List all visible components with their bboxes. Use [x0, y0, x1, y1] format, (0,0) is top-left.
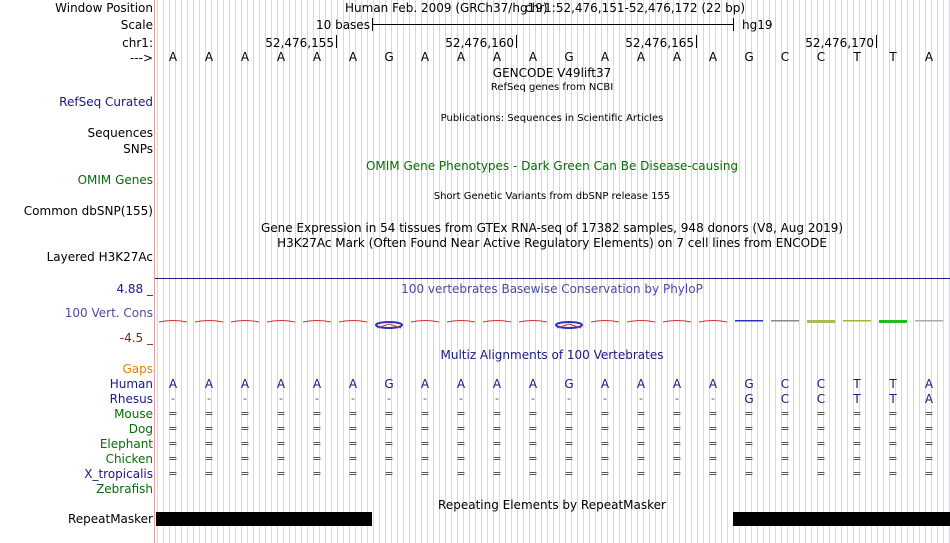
alignment-base: -	[351, 392, 355, 405]
alignment-base: -	[459, 392, 463, 405]
refseq-curated-label[interactable]: RefSeq Curated	[59, 95, 153, 109]
base-letter: G	[384, 50, 394, 64]
alignment-base: G	[744, 377, 754, 391]
alignment-base: =	[852, 467, 862, 480]
alignment-base: =	[708, 407, 718, 420]
cons-mark	[591, 321, 619, 323]
alignment-base: =	[456, 407, 466, 420]
alignment-base: =	[600, 422, 610, 435]
alignment-base: =	[852, 437, 862, 450]
common-dbsnp-label[interactable]: Common dbSNP(155)	[23, 204, 153, 218]
phylop-track-title[interactable]: 100 vertebrates Basewise Conservation by PhyloP	[401, 282, 703, 296]
alignment-base: =	[168, 467, 178, 480]
alignment-base: =	[528, 407, 538, 420]
cons-mark	[915, 320, 943, 322]
alignment-base: =	[708, 452, 718, 465]
alignment-base: =	[600, 467, 610, 480]
alignment-base: A	[204, 377, 214, 391]
species-label: Elephant	[99, 437, 153, 451]
alignment-base: =	[636, 422, 646, 435]
species-label: Mouse	[114, 407, 153, 421]
alignment-base: A	[492, 377, 502, 391]
dbsnp-track-title[interactable]: Short Genetic Variants from dbSNP release 155	[433, 191, 671, 202]
alignment-base: A	[708, 377, 718, 391]
alignment-base: =	[672, 422, 682, 435]
h3k27ac-track-title[interactable]: H3K27Ac Mark (Often Found Near Active Regulatory Elements) on 7 cell lines from ENCODE	[277, 236, 827, 250]
cons-mark	[807, 320, 835, 323]
alignment-base: =	[312, 467, 322, 480]
alignment-base: =	[384, 452, 394, 465]
scale-label: Scale	[120, 18, 153, 32]
gencode-track-title[interactable]: GENCODE V49lift37	[492, 66, 612, 80]
cons-mark	[159, 321, 187, 323]
alignment-base: =	[240, 452, 250, 465]
alignment-base: A	[600, 377, 610, 391]
assembly-name: Human Feb. 2009 (GRCh37/hg19)	[345, 1, 548, 15]
alignment-base: =	[168, 422, 178, 435]
refseq-track-title[interactable]: RefSeq genes from NCBI	[490, 82, 614, 93]
alignment-base: =	[672, 452, 682, 465]
omim-track-title[interactable]: OMIM Gene Phenotypes - Dark Green Can Be Disease-causing	[365, 159, 739, 173]
alignment-base: A	[168, 377, 178, 391]
cons-mark	[879, 320, 907, 323]
alignment-base: =	[924, 407, 934, 420]
base-letter: A	[492, 50, 502, 64]
alignment-base: C	[816, 392, 826, 406]
alignment-base: =	[240, 467, 250, 480]
alignment-base: =	[888, 437, 898, 450]
alignment-base: =	[276, 452, 286, 465]
alignment-base: =	[600, 437, 610, 450]
alignment-base: =	[780, 437, 790, 450]
alignment-base: =	[168, 407, 178, 420]
alignment-base: =	[600, 407, 610, 420]
alignment-base: =	[816, 467, 826, 480]
coord-label: 52,476,170	[805, 36, 874, 50]
alignment-base: =	[564, 407, 574, 420]
alignment-base: =	[276, 437, 286, 450]
alignment-base: =	[564, 437, 574, 450]
alignment-base: -	[495, 392, 499, 405]
cons-100-vert-label[interactable]: 100 Vert. Cons	[64, 306, 153, 320]
alignment-base: =	[348, 452, 358, 465]
alignment-base: =	[420, 407, 430, 420]
alignment-base: =	[384, 422, 394, 435]
cons-mark	[339, 321, 367, 323]
alignment-base: =	[672, 407, 682, 420]
alignment-base: -	[711, 392, 715, 405]
alignment-base: =	[528, 452, 538, 465]
alignment-base: =	[528, 467, 538, 480]
alignment-base: =	[240, 407, 250, 420]
alignment-base: =	[780, 452, 790, 465]
base-letter: G	[564, 50, 574, 64]
alignment-base: =	[384, 467, 394, 480]
alignment-base: A	[276, 377, 286, 391]
base-letter: A	[276, 50, 286, 64]
alignment-base: -	[315, 392, 319, 405]
alignment-base: =	[204, 437, 214, 450]
cons-mark	[447, 321, 475, 323]
alignment-base: -	[279, 392, 283, 405]
alignment-base: =	[816, 437, 826, 450]
db-label: hg19	[742, 18, 773, 32]
coord-label: 52,476,165	[625, 36, 694, 50]
alignment-base: =	[636, 407, 646, 420]
alignment-base: =	[852, 407, 862, 420]
alignment-base: A	[312, 377, 322, 391]
alignment-base: =	[600, 452, 610, 465]
alignment-base: -	[567, 392, 571, 405]
alignment-base: =	[240, 437, 250, 450]
repeat-element-block[interactable]	[733, 512, 950, 526]
alignment-base: -	[423, 392, 427, 405]
base-letter: A	[924, 50, 934, 64]
publications-track-title[interactable]: Publications: Sequences in Scientific Articles	[440, 113, 664, 124]
alignment-base: =	[780, 422, 790, 435]
window-position-label: Window Position	[55, 1, 153, 15]
cons-mark	[843, 320, 871, 322]
alignment-base: =	[204, 407, 214, 420]
alignment-base: T	[853, 392, 861, 406]
alignment-base: A	[528, 377, 538, 391]
alignment-base: A	[672, 377, 682, 391]
alignment-base: A	[240, 377, 250, 391]
scale-text: 10 bases	[316, 18, 370, 32]
alignment-base: -	[675, 392, 679, 405]
base-letter: A	[708, 50, 718, 64]
base-letter: A	[168, 50, 178, 64]
multiz-track-title[interactable]: Multiz Alignments of 100 Vertebrates	[440, 348, 664, 362]
alignment-base: =	[420, 422, 430, 435]
cons-mark	[303, 321, 331, 323]
coord-label: 52,476,155	[265, 36, 334, 50]
alignment-base: =	[564, 467, 574, 480]
alignment-base: G	[384, 377, 394, 391]
alignment-base: =	[744, 452, 754, 465]
alignment-base: =	[312, 452, 322, 465]
cons-min-label: -4.5 _	[119, 331, 153, 345]
alignment-base: =	[492, 407, 502, 420]
alignment-base: T	[889, 377, 897, 391]
alignment-base: =	[312, 437, 322, 450]
cons-mark	[195, 321, 223, 323]
alignment-base: G	[564, 377, 574, 391]
alignment-base: =	[852, 452, 862, 465]
alignment-base: A	[636, 377, 646, 391]
alignment-base: =	[204, 467, 214, 480]
repeatmasker-track-title[interactable]: Repeating Elements by RepeatMasker	[438, 498, 666, 512]
alignment-base: A	[456, 377, 466, 391]
cons-mark	[411, 321, 439, 323]
gtex-track-title[interactable]: Gene Expression in 54 tissues from GTEx RNA-seq of 17382 samples, 948 donors (V8, Aug 2019)	[260, 221, 844, 235]
alignment-base: =	[420, 437, 430, 450]
base-letter: C	[816, 50, 826, 64]
alignment-base: =	[672, 437, 682, 450]
alignment-base: =	[780, 407, 790, 420]
base-letter: T	[889, 50, 897, 64]
alignment-base: =	[924, 422, 934, 435]
alignment-base: =	[636, 452, 646, 465]
alignment-base: =	[780, 467, 790, 480]
cons-mark	[483, 321, 511, 323]
alignment-base: -	[387, 392, 391, 405]
alignment-base: -	[207, 392, 211, 405]
cons-mark	[267, 321, 295, 323]
alignment-base: -	[171, 392, 175, 405]
alignment-base: =	[564, 452, 574, 465]
alignment-base: =	[384, 407, 394, 420]
base-letter: A	[312, 50, 322, 64]
alignment-base: -	[531, 392, 535, 405]
base-letter: A	[672, 50, 682, 64]
alignment-base: =	[708, 437, 718, 450]
alignment-base: =	[168, 437, 178, 450]
alignment-base: =	[384, 437, 394, 450]
cons-mark	[663, 321, 691, 323]
alignment-base: -	[243, 392, 247, 405]
species-label: Human	[109, 377, 153, 391]
alignment-base: =	[636, 437, 646, 450]
alignment-base: G	[744, 392, 754, 406]
alignment-base: =	[240, 422, 250, 435]
base-letter: A	[456, 50, 466, 64]
species-label: Chicken	[105, 452, 153, 466]
alignment-base: =	[744, 467, 754, 480]
sequences-label[interactable]: Sequences	[87, 126, 153, 140]
alignment-base: =	[456, 437, 466, 450]
alignment-base: =	[276, 467, 286, 480]
alignment-base: =	[312, 422, 322, 435]
alignment-base: =	[348, 467, 358, 480]
cons-mark	[699, 321, 727, 323]
window-position: chr1:52,476,151-52,476,172 (22 bp)	[525, 1, 746, 15]
alignment-base: =	[816, 422, 826, 435]
chrom-label: chr1:	[122, 36, 153, 50]
repeatmasker-label[interactable]: RepeatMasker	[67, 512, 153, 526]
alignment-base: =	[492, 422, 502, 435]
base-letter: A	[528, 50, 538, 64]
alignment-base: C	[816, 377, 826, 391]
alignment-base: =	[312, 407, 322, 420]
species-label: Zebrafish	[96, 482, 153, 496]
alignment-base: =	[636, 467, 646, 480]
alignment-base: =	[492, 452, 502, 465]
alignment-base: =	[888, 422, 898, 435]
alignment-base: =	[924, 452, 934, 465]
alignment-base: =	[456, 422, 466, 435]
alignment-base: =	[528, 437, 538, 450]
species-label: Dog	[128, 422, 153, 436]
alignment-base: =	[528, 422, 538, 435]
base-letter: A	[636, 50, 646, 64]
alignment-base: =	[276, 422, 286, 435]
alignment-base: =	[348, 437, 358, 450]
repeat-element-block[interactable]	[156, 512, 372, 526]
alignment-base: T	[853, 377, 861, 391]
cons-mark	[231, 321, 259, 323]
alignment-base: =	[888, 407, 898, 420]
alignment-base: =	[168, 452, 178, 465]
alignment-base: =	[744, 422, 754, 435]
omim-genes-label[interactable]: OMIM Genes	[77, 173, 153, 187]
alignment-base: =	[204, 452, 214, 465]
species-label: X_tropicalis	[84, 467, 153, 481]
base-letter: A	[204, 50, 214, 64]
alignment-base: =	[564, 422, 574, 435]
alignment-base: =	[852, 422, 862, 435]
base-letter: G	[744, 50, 754, 64]
alignment-base: =	[492, 467, 502, 480]
alignment-base: =	[888, 467, 898, 480]
alignment-base: =	[492, 437, 502, 450]
alignment-base: =	[204, 422, 214, 435]
alignment-base: T	[889, 392, 897, 406]
alignment-base: =	[420, 452, 430, 465]
snps-label[interactable]: SNPs	[123, 142, 153, 156]
cons-mark	[735, 320, 763, 322]
strand-label: --->	[129, 51, 153, 65]
alignment-base: C	[780, 377, 790, 391]
alignment-base: =	[672, 467, 682, 480]
alignment-base: =	[816, 452, 826, 465]
cons-mark	[519, 321, 547, 323]
base-letter: A	[240, 50, 250, 64]
alignment-base: =	[456, 452, 466, 465]
base-letter: A	[348, 50, 358, 64]
coord-label: 52,476,160	[445, 36, 514, 50]
cons-max-label: 4.88 _	[116, 282, 153, 296]
alignment-base: =	[708, 422, 718, 435]
alignment-base: A	[924, 392, 934, 406]
cons-mark	[627, 321, 655, 323]
species-label: Rhesus	[109, 392, 153, 406]
alignment-base: =	[816, 407, 826, 420]
alignment-base: =	[456, 467, 466, 480]
alignment-base: =	[420, 467, 430, 480]
base-letter: C	[780, 50, 790, 64]
alignment-base: =	[888, 452, 898, 465]
alignment-base: =	[348, 407, 358, 420]
alignment-base: =	[348, 422, 358, 435]
alignment-base: A	[924, 377, 934, 391]
base-letter: A	[420, 50, 430, 64]
alignment-base: =	[924, 437, 934, 450]
alignment-base: C	[780, 392, 790, 406]
alignment-base: A	[348, 377, 358, 391]
base-letter: T	[853, 50, 861, 64]
alignment-base: =	[744, 407, 754, 420]
alignment-base: =	[276, 407, 286, 420]
layered-h3k27ac-label[interactable]: Layered H3K27Ac	[46, 250, 153, 264]
alignment-base: =	[924, 467, 934, 480]
alignment-base: =	[708, 467, 718, 480]
gaps-label: Gaps	[122, 362, 153, 376]
alignment-base: A	[420, 377, 430, 391]
base-letter: A	[600, 50, 610, 64]
alignment-base: -	[603, 392, 607, 405]
alignment-base: =	[744, 437, 754, 450]
cons-mark	[771, 320, 799, 322]
alignment-base: -	[639, 392, 643, 405]
